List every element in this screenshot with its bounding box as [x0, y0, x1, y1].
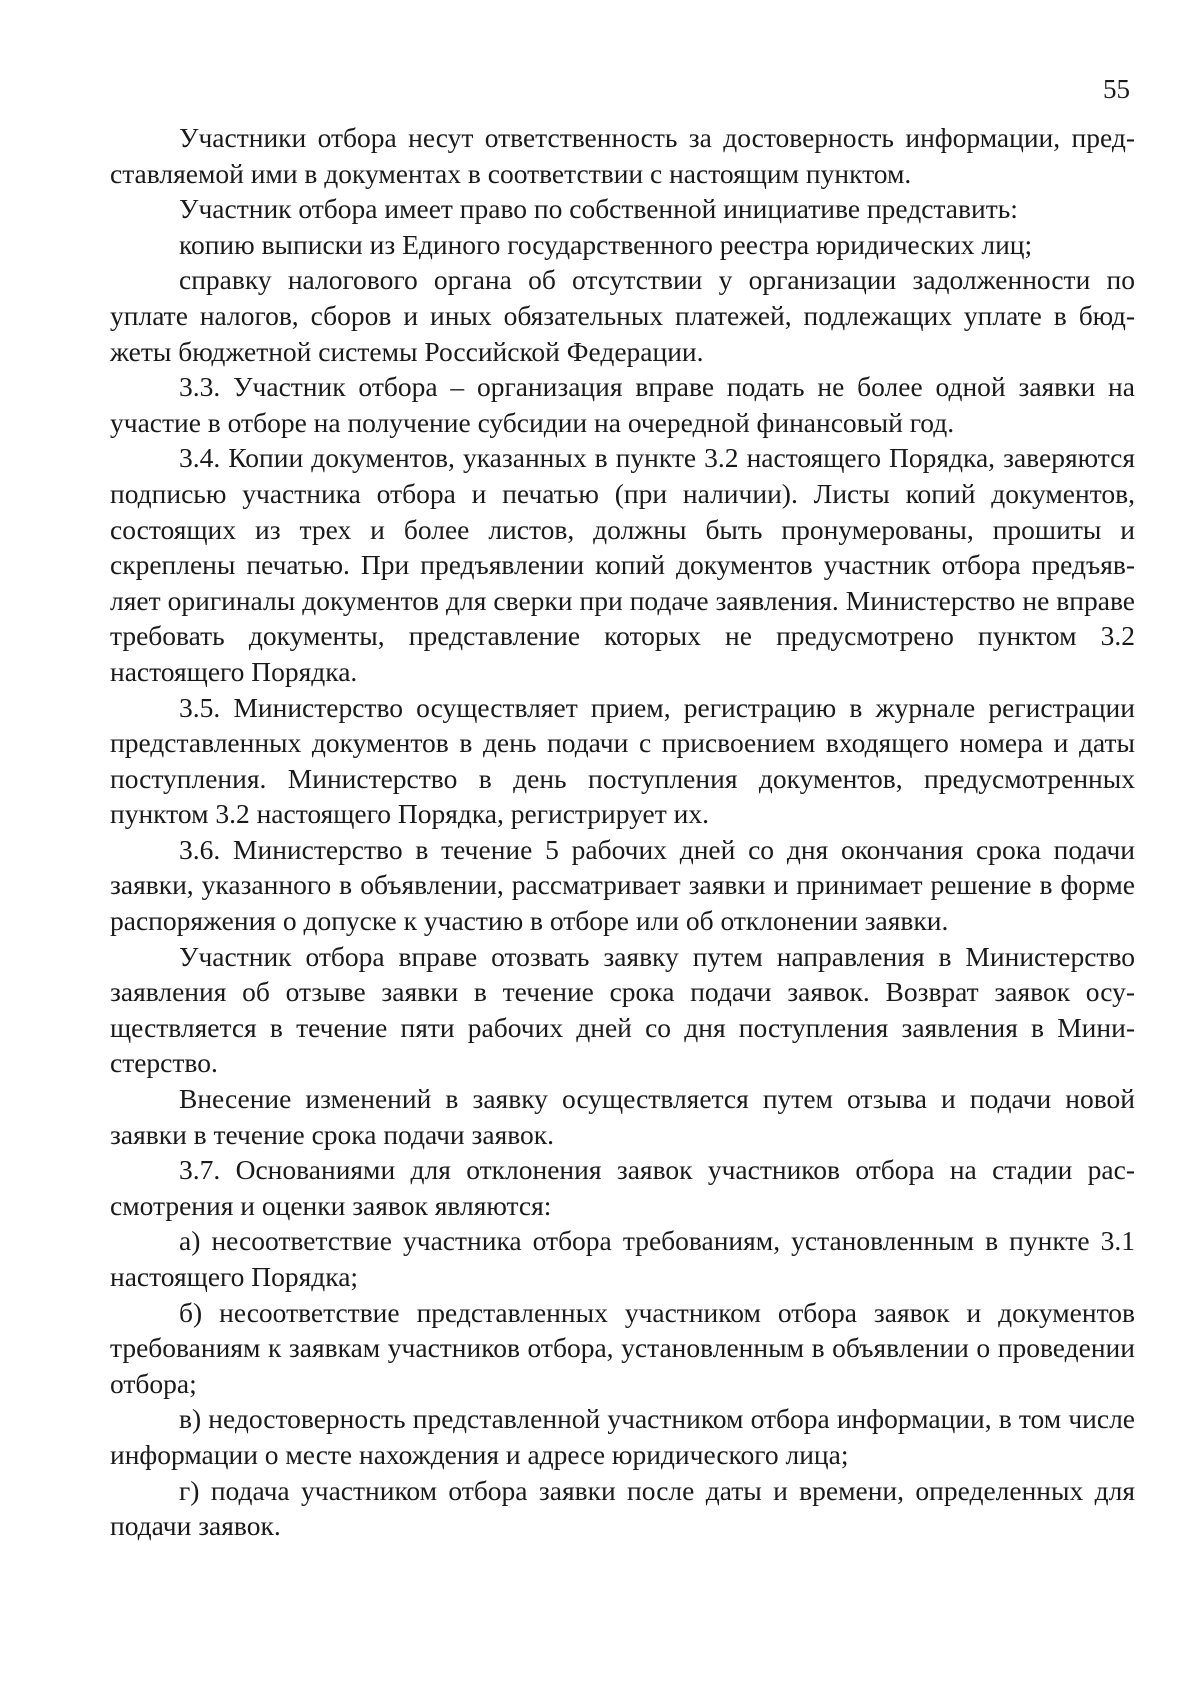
paragraph-3-6: 3.6. Министерство в течение 5 рабочих дней со дня окончания срока подачи заявки, указанного в объявлении, рассматривает заявки и принимает решение в форме распоряжения о допуске к участию в отборе или об отклонении заявки.	[110, 833, 1135, 937]
paragraph-3-7-b: б) несоответствие представленных участником отбора заявок и документов требованиям к заявкам участников отбора, установленным в объявлении о проведении отбора;	[110, 1296, 1135, 1399]
paragraph-right-to-submit: Участник отбора имеет право по собственной инициативе представить:	[179, 193, 1018, 225]
paragraph-registry-extract: копию выписки из Единого государственного реестра юридических лиц;	[179, 228, 1033, 260]
paragraph-3-7-v: в) недостоверность представленной участником отбора информации, в том числе информации о месте нахождения и адресе юридического лица;	[110, 1403, 1135, 1470]
paragraph-3-5: 3.5. Министерство осуществляет прием, регистрацию в журнале регистрации представленных документов в день подачи с присвоением входящего номера и даты поступления. Министерство в день поступления документов, предусмотренных пунктом 3.2 настоящего Порядка, регистрирует их.	[110, 691, 1135, 830]
paragraph-responsibility: Участники отбора несут ответственность за достоверность информации, представляемой ими в документах в соответствии с настоящим пунктом.	[110, 122, 1135, 189]
document-body	[110, 120, 1135, 1544]
paragraph-3-7-a: а) несоответствие участника отбора требованиям, установленным в пункте 3.1 настоящего Порядка;	[110, 1225, 1135, 1292]
paragraph-3-4: 3.4. Копии документов, указанных в пункте 3.2 настоящего Порядка, заверяются подписью участника отбора и печатью (при наличии). Листы копий документов, состоящих из трех и более листов, должны быть пронумерованы, прошиты и скреплены печатью. При предъявлении копий документов участник отбора предъявляет оригиналы документов для сверки при подаче заявления. Министерство не вправе требовать документы, представление которых не предусмотрено пунктом 3.2 настоящего Порядка.	[110, 442, 1135, 687]
paragraph-3-7-g: г) подача участником отбора заявки после даты и времени, определенных для подачи заявок.	[110, 1474, 1135, 1542]
page-number: 55	[1103, 74, 1130, 104]
paragraph-3-7: 3.7. Основаниями для отклонения заявок участников отбора на стадии рассмотрения и оценки заявок являются:	[110, 1154, 1135, 1221]
paragraph-changes: Внесение изменений в заявку осуществляется путем отзыва и подачи новой заявки в течение срока подачи заявок.	[110, 1083, 1135, 1150]
paragraph-tax-certificate: справку налогового органа об отсутствии у организации задолженности по уплате налогов, сборов и иных обязательных платежей, подлежащих уплате в бюджеты бюджетной системы Российской Федерации.	[110, 264, 1135, 367]
paragraph-withdrawal: Участник отбора вправе отозвать заявку путем направления в Министерство заявления об отзыве заявки в течение срока подачи заявок. Возврат заявок осуществляется в течение пяти рабочих дней со дня поступления заявления в Министерство.	[110, 940, 1135, 1079]
paragraph-3-3: 3.3. Участник отбора – организация вправе подать не более одной заявки на участие в отборе на получение субсидии на очередной финансовый год.	[110, 371, 1135, 438]
